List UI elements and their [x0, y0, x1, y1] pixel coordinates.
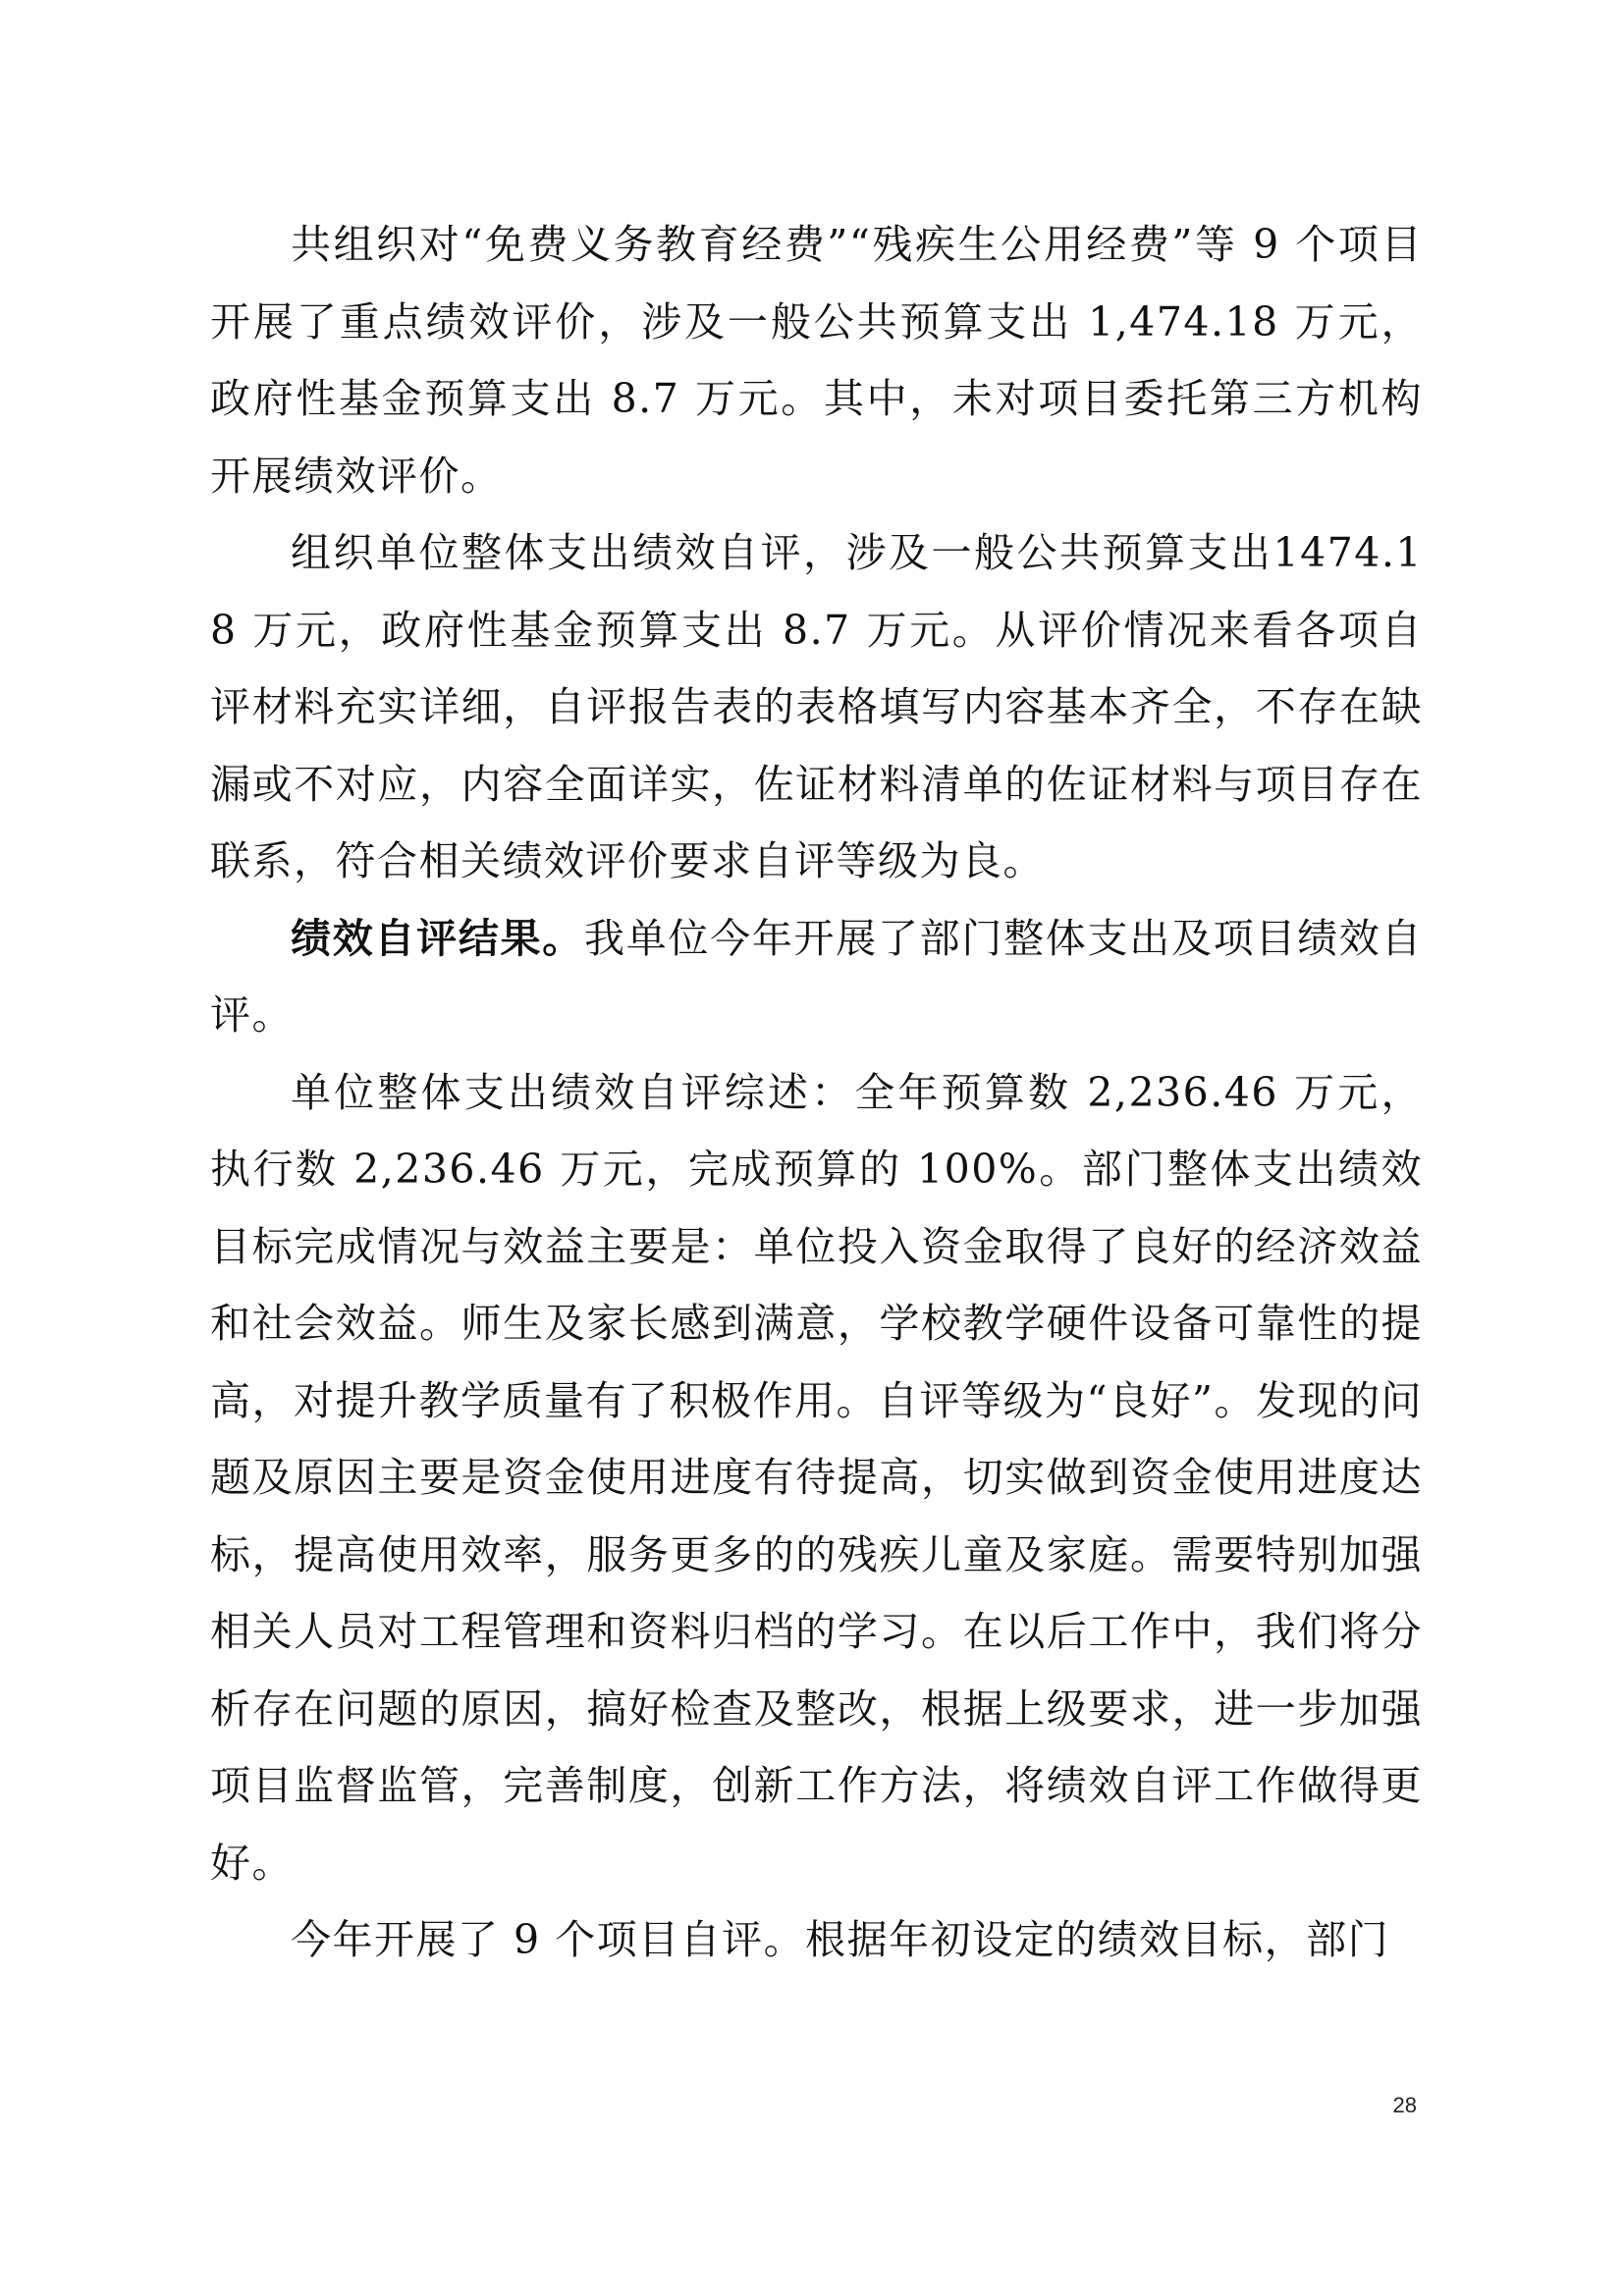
paragraph-text: 组织单位整体支出绩效自评，涉及一般公共预算支出1474.18 万元，政府性基金预算支出 8.7 万元。从评价情况来看各项自评材料充实详细，自评报告表的表格填写内容基本齐全，不存在缺漏或不对应，内容全面详实，佐证材料清单的佐证材料与项目存在联系，符合相关绩效评价要求自评等级为良。: [210, 529, 1423, 884]
paragraph-text: 今年开展了 9 个项目自评。根据年初设定的绩效目标，部门: [291, 1916, 1390, 1963]
paragraph-key-project-evaluation: [210, 206, 1423, 514]
paragraph-unit-self-evaluation: [210, 514, 1423, 900]
paragraph-lead: 绩效自评结果。: [291, 914, 584, 962]
body-text: [210, 206, 1423, 1979]
page-number: 28: [1392, 2093, 1417, 2117]
paragraph-text: 共组织对“免费义务教育经费”“残疾生公用经费”等 9 个项目开展了重点绩效评价，涉及一般公共预算支出 1,474.18 万元，政府性基金预算支出 8.7 万元。其中，未对项目委托第三方机构开展绩效评价。: [210, 221, 1423, 500]
paragraph-self-evaluation-result: [210, 900, 1423, 1054]
paragraph-overall-summary: [210, 1054, 1423, 1902]
paragraph-text: 我单位今年开展了部门整体支出及项目绩效自评。: [210, 914, 1424, 1039]
paragraph-text: 单位整体支出绩效自评综述：全年预算数 2,236.46 万元，执行数 2,236.46 万元，完成预算的 100%。部门整体支出绩效目标完成情况与效益主要是：单位投入资金取得了良好的经济效益和社会效益。师生及家长感到满意，学校教学硬件设备可靠性的提高，对提升教学质量有了积极作用。自评等级为“良好”。发现的问题及原因主要是资金使用进度有待提高，切实做到资金使用进度达标，提高使用效率，服务更多的的残疾儿童及家庭。需要特别加强相关人员对工程管理和资料归档的学习。在以后工作中，我们将分析存在问题的原因，搞好检查及整改，根据上级要求，进一步加强项目监督监管，完善制度，创新工作方法，将绩效自评工作做得更好。: [210, 1068, 1423, 1887]
paragraph-project-self-evaluation: [210, 1901, 1423, 1979]
